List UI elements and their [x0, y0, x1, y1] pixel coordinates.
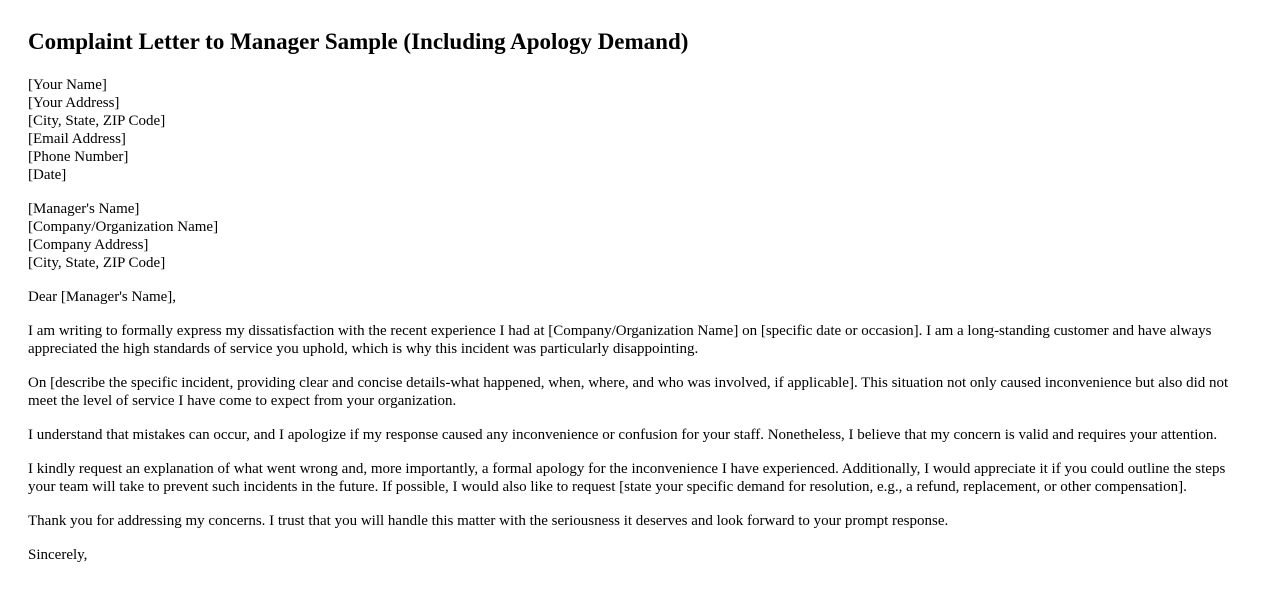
sender-phone: [Phone Number] [28, 149, 129, 165]
body-paragraph-request: I kindly request an explanation of what went wrong and, more importantly, a formal apology for the inconvenience I have experienced. Additionally, I would appreciate it if you could outline the steps your team will take to prevent such incidents in the future. If possible, I would also like to request [state your specific demand for resolution, e.g., a refund, replacement, or other compensation]. [28, 461, 1226, 495]
closing: Sincerely, [28, 547, 88, 563]
recipient-name: [Manager's Name] [28, 201, 140, 217]
recipient-address: [Company Address] [28, 237, 149, 253]
sender-info-block [28, 76, 1250, 184]
letter-date: [Date] [28, 167, 67, 183]
sender-email: [Email Address] [28, 131, 126, 147]
body-paragraph-intro: I am writing to formally express my dissatisfaction with the recent experience I had at [Company/Organization Name] on [specific date or occasion]. I am a long-standing customer and have always appreciated the high standards of service you uphold, which is why this incident was particularly disappointing. [28, 323, 1212, 357]
body-paragraph-incident: On [describe the specific incident, providing clear and concise details-what happened, when, where, and who was involved, if applicable]. This situation not only caused inconvenience but also did not meet the level of service I have come to expect from your organization. [28, 375, 1229, 409]
body-paragraph-thanks: Thank you for addressing my concerns. I trust that you will handle this matter with the seriousness it deserves and look forward to your prompt response. [28, 513, 949, 529]
recipient-info-block [28, 200, 1250, 272]
page-title: Complaint Letter to Manager Sample (Including Apology Demand) [28, 29, 689, 54]
body-paragraph-acknowledgement: I understand that mistakes can occur, and I apologize if my response caused any inconvenience or confusion for your staff. Nonetheless, I believe that my concern is valid and requires your attention. [28, 427, 1218, 443]
sender-city-state-zip: [City, State, ZIP Code] [28, 113, 166, 129]
sender-address: [Your Address] [28, 95, 120, 111]
recipient-company: [Company/Organization Name] [28, 219, 219, 235]
sender-name: [Your Name] [28, 77, 107, 93]
recipient-city-state-zip: [City, State, ZIP Code] [28, 255, 166, 271]
salutation: Dear [Manager's Name], [28, 289, 177, 305]
